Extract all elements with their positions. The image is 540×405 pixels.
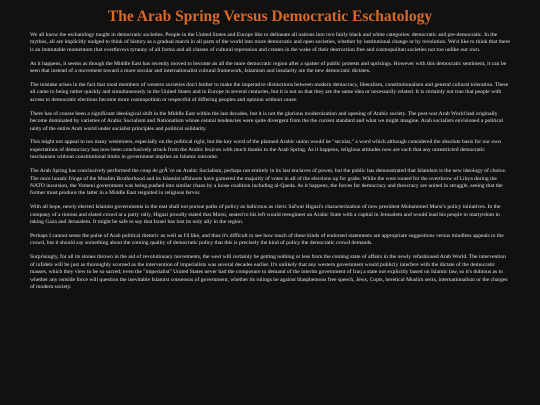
- article-paragraph: As it happens, it seems as though the Middle East has recently moved to become an all the more democratic region after a spatter of public protests and uprisings. However with this democratic sentiment, it can be seen that instead of a movement toward a more secular and internationalist cultural framework, Islamism and insularity are the new democratic dictates.: [30, 60, 507, 75]
- article-paragraph: Surprisingly, for all its stones thrown in the aid of revolutionary movements, the west will certainly be getting nothing or less from the coming state of affairs in the newly refashioned Arab World. The intervention of infidels will be just as thoroughly scorned as the intervention of imperialists was several decades earlier. It's unlikely that any western government would publicly interfere with the dictate of the democratic masses, which they view to be so sacred; even the "imperialist" United States never had the composure to demand of the interim government of Iraq a state not explicitly based on Islamic law, so it's dubious as to whether any outside force will question the inevitable Islamist consensus of government, whether its rulings be against blasphemous free speech, Jews, Copts, heretical Muslim sects, internationalism or the charges of modern society.: [30, 254, 508, 290]
- article-paragraph: We all know the eschatology taught in democratic societies. People in the United States and Europe like to delineate all nations into two fairly black and white categories: democratic and pre-democratic. In the mythos, all are implicitly nudged to think of history as a gradual march in all parts of the world into more democratic and open societies, whether by institutional change or by revolution. We'd like to think that there is an immutable momentum that overthrows tyranny of all forms and all classes of cultural repression and creates in the wake of their destruction free and cosmopolitan societies not too unlike our own.: [30, 32, 510, 53]
- article-paragraph: The mistake arises in the fact that most members of western societies don't bother to make the imperative distinctions between modern democracy, liberalism, constitutionalism and general cultural toleration. These all came to being rather quickly and simultaneously in the United States and in Europe in several centuries, but it is not so that they are the same idea or necessarily related. It is certainly not true that people with access to democratic elections become more cosmopolitan or respectful of differing peoples and opinion without cause.: [30, 82, 509, 103]
- article-paragraph: With all hope, newly elected Islamist governments in the east shall not pursue paths of policy as ludicrous as cleric Safwat Higazi's characterization of now president Mohammed Mursi's policy initiatives. In the company of a riotous and elated crowd at a party rally, Higazi proudly stated that Mursi, seated to his left would reengineer an Arabic State with a capital in Jerusalem and would lead his people to martyrdom in taking Gaza and Jerusalem. It might be safe to say that Israel has lost its only ally in the region.: [30, 204, 501, 226]
- article-title: The Arab Spring Versus Democratic Eschatology: [107, 8, 433, 25]
- article-paragraph: There has of course been a significant ideological shift in the Middle East within the last decades, but it is not the glorious modernization and opening of Arabic society. The post-war Arab World had originally become dominated by varieties of Arabic Socialism and Nationalism whose central tendencies were quite divergent from the the current standard and what we might imagine. Arab socialists envisioned a political unity of the entire Arab world under socialist principles and political solidarity.: [30, 110, 504, 132]
- article-body: [30, 32, 510, 291]
- article-paragraph: This might not appeal to too many westerners, especially on the political right, but the key word of the planned Arabic union would be "secular," a word which although considered the absolute basis for our own expectations of democracy has now been conclusively struck from the Arabic lexicon with much thanks to the Arab Spring. As it happens, religious attitudes now are such that any unrestricted democratic mechanism without constitutional limits in government implies an Islamic outcome.: [30, 139, 501, 161]
- article-paragraph: The Arab Spring has conclusively performed the coup de grÂ¨ce on Arabic Socialism, perhaps not entirely in its last enclaves of power, but the public has demonstrated that Islamism is the new ideology of choice. The once lunatic fringe of the Muslim Brotherhood and its Islamist offshoots have garnered the majority of votes in all of the elections up for grabs. While the west rooted for the overthrow of Libya during the NATO incursion, the Yemeni government was being pushed into similar chaos by a loose coalition including al-Qaeda. As it happens, the forces for democracy and theocracy are united in struggle, seeing that the former must produce the latter in a Middle East reignited in religious fervor.: [30, 168, 507, 197]
- article-paragraph: Perhaps I cannot sense the pulse of Arab political rhetoric as well as I'd like, and thus it's difficult to see how much of these kinds of endorsed statements are appropriate suggestions versus mindless appeals to the crowd, but it should say something about the coming quality of democratic policy that this is precisely the kind of policy the democratic crowd demands.: [30, 233, 504, 247]
